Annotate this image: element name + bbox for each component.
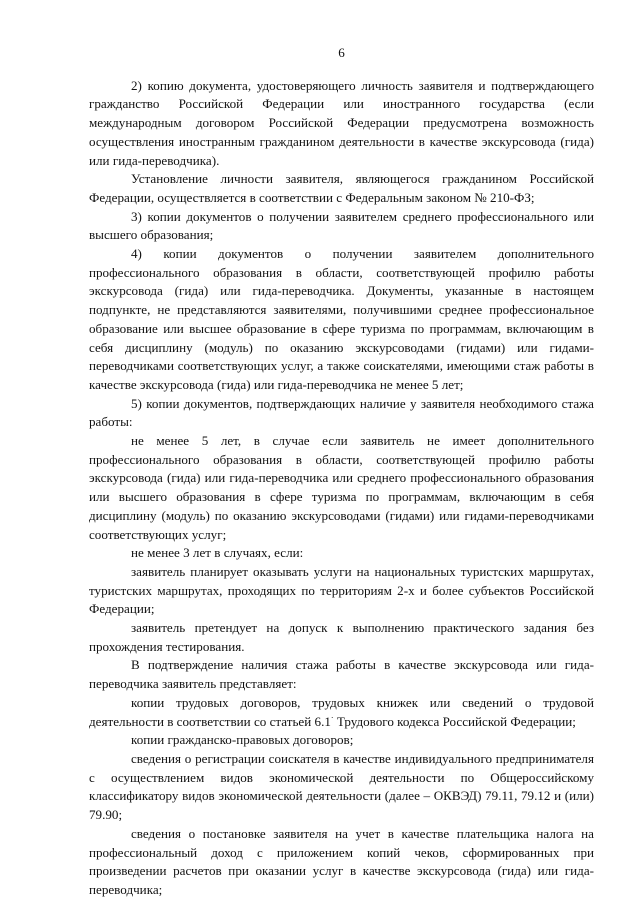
paragraph-experience-confirmation: В подтверждение наличия стажа работы в качестве экскурсовода или гида-переводчика заявитель представляет: <box>89 657 594 692</box>
paragraph-item-4-additional-education: 4) копии документов о получении заявителем дополнительного профессионального образования в области, соответствующей профилю работы экскурсовода (гида) или гида-переводчика. Документы, указанные в настоящем подпункте, не представляются заявителями, получившими среднее профессиональное образование или высшее образование в сфере туризма по программам, включающим в себя дисциплину (модуль) по оказанию экскурсоводами (гидами) или гидами-переводчиками соответствующих услуг, а также соискателями, имеющими стаж работы в качестве экскурсовода (гида) или гида-переводчика не менее 5 лет; <box>89 246 594 392</box>
paragraph-min-3-years: не менее 3 лет в случаях, если: <box>131 545 304 561</box>
paragraph-entrepreneur-registration: сведения о регистрации соискателя в качестве индивидуального предпринимателя с осуществлением видов экономической деятельности по Общероссийскому классификатору видов экономической деятельности (далее – ОКВЭД) 79.11, 79.12 и (или) 79.90; <box>89 751 594 823</box>
superscript-mark: · <box>330 713 334 723</box>
paragraph-civil-contracts: копии гражданско-правовых договоров; <box>131 732 354 748</box>
paragraph-self-employed-tax: сведения о постановке заявителя на учет в качестве плательщика налога на профессиональный доход с приложением копий чеков, сформированных при произведении расчетов при оказании услуг в качестве экскурсовода (гида) или гида-переводчика; <box>89 825 594 897</box>
page-number: 6 <box>338 45 345 60</box>
paragraph-item-2-identity-document: 2) копию документа, удостоверяющего личность заявителя и подтверждающего гражданство Российской Федерации или иностранного государства (если международным договором Российской Федерации предусмотрена возможность осуществления иностранным гражданином деятельности в качестве экскурсовода (гида) или гида-переводчика). <box>89 77 594 168</box>
paragraph-item-5-work-experience: 5) копии документов, подтверждающих наличие у заявителя необходимого стажа работы: <box>89 395 594 430</box>
paragraph-practical-task: заявитель претендует на допуск к выполнению практического задания без прохождения тестирования. <box>89 620 594 654</box>
paragraph-item-3-education: 3) копии документов о получении заявителем среднего профессионального или высшего образования; <box>89 208 594 243</box>
paragraph-min-5-years: не менее 5 лет, в случае если заявитель не имеет дополнительного профессионального образования в области, соответствующей профилю работы экскурсовода (гида) или гида-переводчика или среднего профессионального образования или высшего образования в сфере туризма по программам, включающим в себя дисциплину (модуль) по оказанию экскурсоводами (гидами) или гидами-переводчиками соответствующих услуг; <box>89 433 594 542</box>
paragraph-labor-contracts: копии трудовых договоров, трудовых книжек или сведений о трудовой деятельности в соответствии со статьей 6.1· Трудового кодекса Российской Федерации; <box>89 694 594 729</box>
paragraph-identity-establishment: Установление личности заявителя, являющегося гражданином Российской Федерации, осуществляется в соответствии с Федеральным законом № 210-ФЗ; <box>89 171 594 205</box>
paragraph-national-routes: заявитель планирует оказывать услуги на национальных туристских маршрутах, туристских маршрутах, проходящих по территориям 2-х и более субъектов Российской Федерации; <box>89 563 594 617</box>
